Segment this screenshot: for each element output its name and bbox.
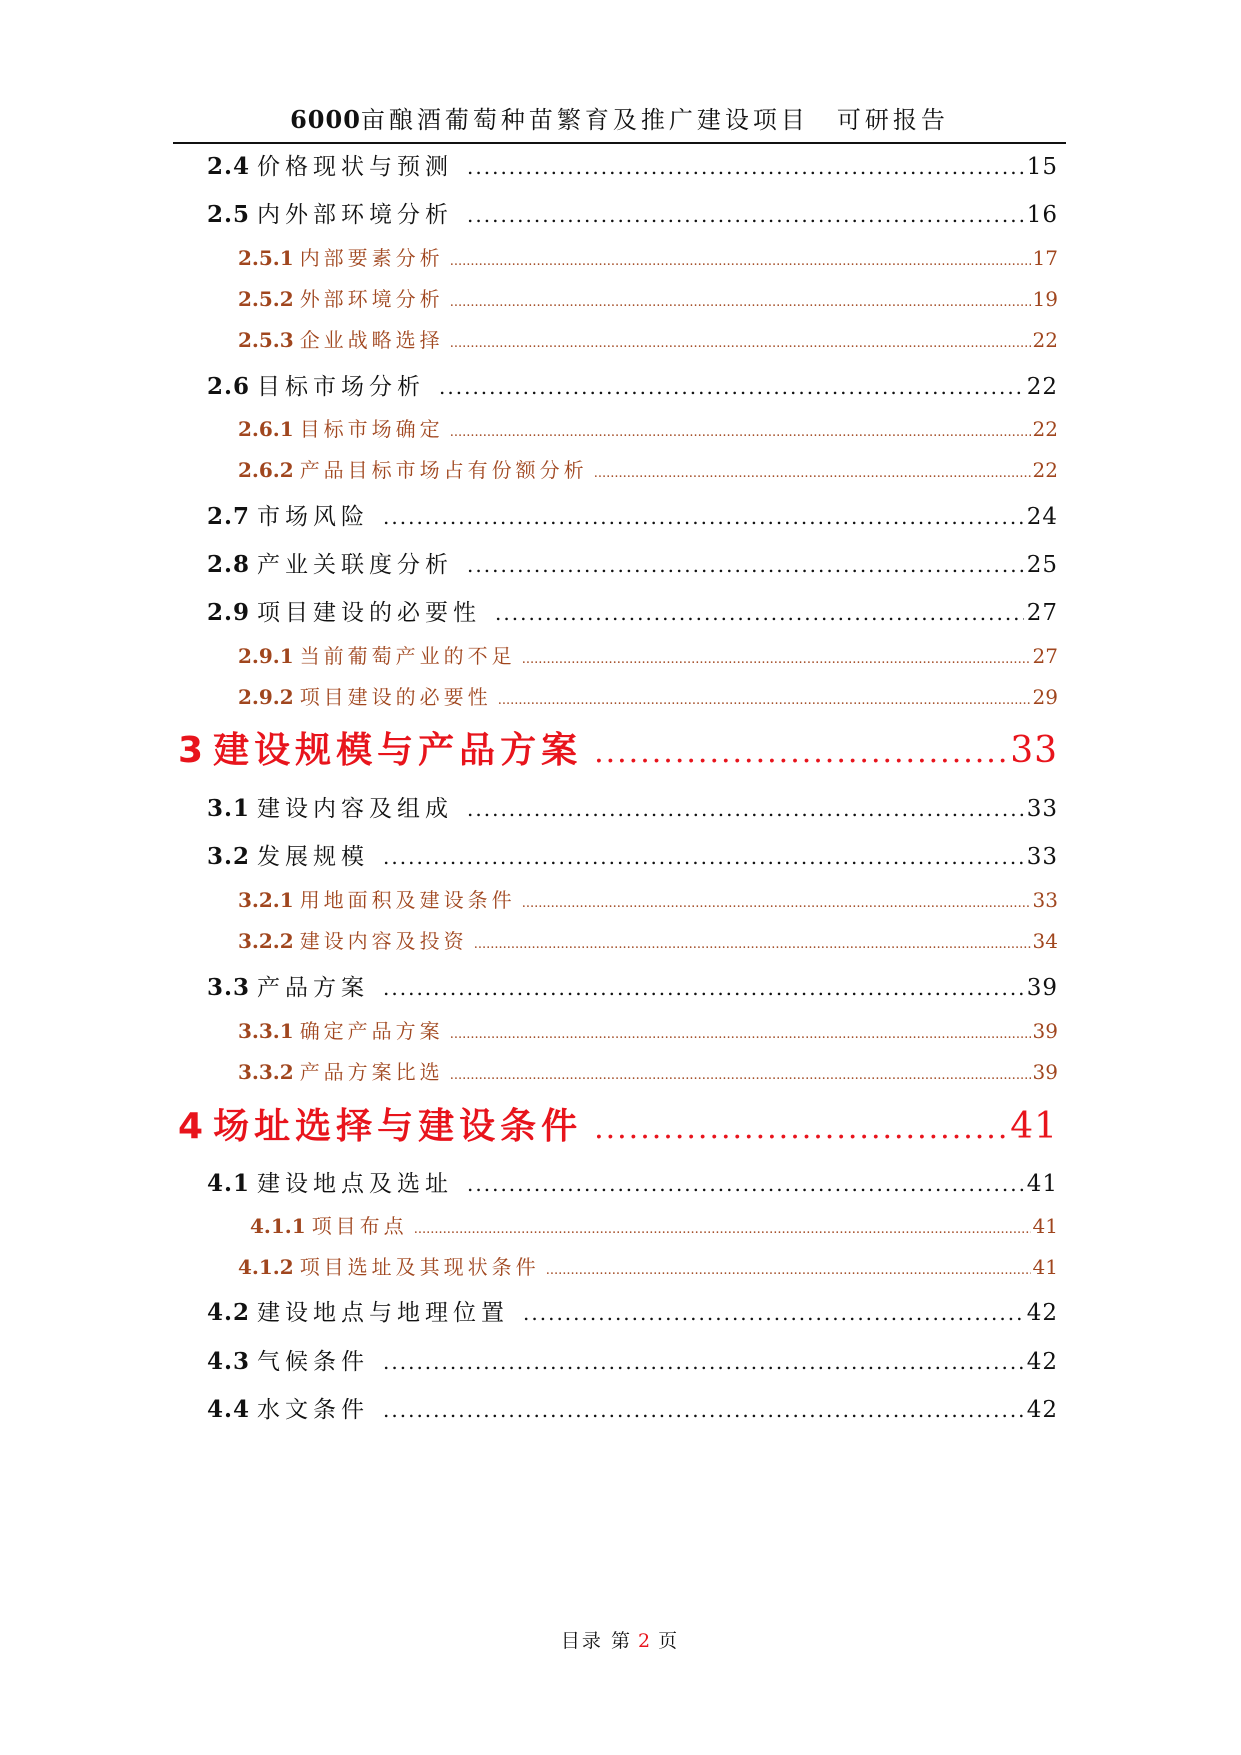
toc-entry-number: 2.5.1 [238, 246, 294, 270]
toc-dot-leader [495, 601, 1024, 625]
toc-dot-leader [383, 845, 1024, 869]
page-footer [520, 1626, 720, 1653]
toc-entry[interactable] [207, 1391, 1058, 1427]
toc-entry[interactable] [207, 546, 1058, 582]
toc-entry-page: 19 [1032, 287, 1058, 311]
toc-entry[interactable] [207, 196, 1058, 232]
toc-entry-page: 22 [1032, 458, 1058, 482]
toc-entry-page: 42 [1026, 1349, 1058, 1375]
toc-entry-number: 4.1 [207, 1170, 251, 1197]
toc-entry-number: 3.3.1 [238, 1019, 294, 1043]
toc-entry-number: 2.9.1 [238, 644, 294, 668]
toc-entry[interactable] [178, 722, 1058, 774]
toc-entry[interactable] [238, 1015, 1058, 1045]
toc-dot-leader [383, 505, 1024, 529]
toc-entry-title: 企业战略选择 [299, 328, 444, 352]
toc-entry[interactable] [238, 242, 1058, 272]
toc-entry-page: 41 [1026, 1171, 1058, 1197]
toc-entry-page: 22 [1032, 328, 1058, 352]
toc-entry-page: 33 [1010, 730, 1058, 771]
toc-entry-title: 目标市场确定 [299, 417, 444, 441]
toc-entry[interactable] [238, 283, 1058, 313]
toc-dot-leader [594, 466, 1031, 481]
toc-entry[interactable] [238, 925, 1058, 955]
toc-entry-page: 22 [1032, 417, 1058, 441]
toc-entry-title: 场址选择与建设条件 [213, 1106, 583, 1147]
toc-dot-leader [450, 295, 1031, 310]
toc-dot-leader [498, 693, 1031, 708]
toc-entry-page: 41 [1010, 1106, 1058, 1147]
toc-entry-number: 3.3.2 [238, 1060, 294, 1084]
toc-entry-number: 2.6 [207, 373, 251, 400]
toc-entry-number: 3.2 [207, 843, 251, 870]
toc-entry-number: 2.5.3 [238, 328, 294, 352]
footer-suffix: 页 [658, 1630, 680, 1652]
toc-dot-leader [474, 937, 1031, 952]
footer-prefix: 目录 第 [560, 1630, 632, 1652]
toc-entry[interactable] [207, 1294, 1058, 1330]
toc-entry-title: 价格现状与预测 [257, 154, 454, 180]
toc-entry-number: 2.5.2 [238, 287, 294, 311]
toc-entry-number: 2.4 [207, 153, 251, 180]
toc-entry[interactable] [207, 790, 1058, 826]
toc-entry-title: 内部要素分析 [299, 246, 444, 270]
toc-entry-page: 22 [1026, 374, 1058, 400]
header-number: 6000 [290, 105, 361, 134]
toc-entry-number: 4.4 [207, 1396, 251, 1423]
toc-entry[interactable] [207, 498, 1058, 534]
toc-entry[interactable] [238, 1251, 1058, 1281]
toc-entry[interactable] [207, 1343, 1058, 1379]
toc-entry-number: 2.9 [207, 599, 251, 626]
toc-entry[interactable] [207, 1165, 1058, 1201]
toc-entry-page: 39 [1026, 975, 1058, 1001]
toc-dot-leader [523, 1301, 1024, 1325]
toc-entry-page: 41 [1032, 1214, 1058, 1238]
toc-entry[interactable] [207, 838, 1058, 874]
toc-entry-page: 42 [1026, 1397, 1058, 1423]
toc-entry[interactable] [238, 454, 1058, 484]
toc-entry[interactable] [207, 368, 1058, 404]
toc-dot-leader [450, 425, 1031, 440]
toc-entry-number: 2.6.1 [238, 417, 294, 441]
toc-entry[interactable] [238, 640, 1058, 670]
toc-entry[interactable] [250, 1210, 1058, 1240]
toc-dot-leader [467, 155, 1024, 179]
toc-dot-leader [467, 553, 1024, 577]
toc-entry-page: 17 [1032, 246, 1058, 270]
toc-dot-leader [450, 1027, 1031, 1042]
toc-entry-number: 3.2.1 [238, 888, 294, 912]
toc-entry-number: 2.9.2 [238, 685, 294, 709]
toc-entry-title: 确定产品方案 [299, 1019, 444, 1043]
toc-entry-number: 4.1.1 [250, 1214, 306, 1238]
toc-entry-title: 建设内容及组成 [257, 796, 454, 822]
toc-dot-leader [450, 336, 1031, 351]
toc-dot-leader [450, 1068, 1031, 1083]
toc-dot-leader [383, 976, 1024, 1000]
toc-dot-leader [450, 254, 1031, 269]
toc-dot-leader [383, 1350, 1024, 1374]
toc-dot-leader [414, 1222, 1031, 1237]
toc-entry-title: 发展规模 [257, 844, 370, 870]
toc-entry-page: 39 [1032, 1060, 1058, 1084]
toc-entry-title: 水文条件 [257, 1397, 370, 1423]
toc-entry-title: 建设地点与地理位置 [257, 1300, 510, 1326]
toc-entry-title: 项目选址及其现状条件 [299, 1255, 540, 1279]
toc-entry-title: 建设规模与产品方案 [213, 730, 583, 771]
toc-entry-number: 2.6.2 [238, 458, 294, 482]
toc-entry-page: 29 [1032, 685, 1058, 709]
header-title: 亩酿酒葡萄种苗繁育及推广建设项目 可研报告 [360, 106, 949, 134]
toc-dot-leader [522, 896, 1031, 911]
toc-dot-leader [522, 652, 1031, 667]
toc-entry-page: 24 [1026, 504, 1058, 530]
toc-entry-number: 2.5 [207, 201, 251, 228]
toc-entry-title: 产品方案 [257, 975, 370, 1001]
toc-dot-leader [594, 1111, 1007, 1146]
toc-entry-title: 用地面积及建设条件 [299, 888, 516, 912]
toc-entry-number: 4.3 [207, 1348, 251, 1375]
toc-entry[interactable] [207, 594, 1058, 630]
toc-entry-page: 15 [1026, 154, 1058, 180]
toc-entry-page: 33 [1032, 888, 1058, 912]
toc-entry-title: 产品方案比选 [299, 1060, 444, 1084]
toc-entry-number: 4.1.2 [238, 1255, 294, 1279]
toc-entry-title: 项目布点 [311, 1214, 408, 1238]
toc-entry-title: 产业关联度分析 [257, 552, 454, 578]
toc-entry[interactable] [238, 884, 1058, 914]
toc-entry[interactable] [207, 148, 1058, 184]
toc-entry-number: 3 [178, 730, 204, 771]
toc-entry-number: 3.3 [207, 974, 251, 1001]
toc-entry-title: 市场风险 [257, 504, 370, 530]
toc-entry-page: 34 [1032, 929, 1058, 953]
toc-dot-leader [594, 735, 1007, 770]
toc-entry-page: 16 [1026, 202, 1058, 228]
toc-entry-page: 25 [1026, 552, 1058, 578]
toc-entry-page: 33 [1026, 796, 1058, 822]
toc-dot-leader [439, 375, 1024, 399]
toc-entry[interactable] [238, 681, 1058, 711]
toc-entry-number: 2.7 [207, 503, 251, 530]
toc-entry-title: 建设地点及选址 [257, 1171, 454, 1197]
toc-entry-number: 4 [178, 1106, 204, 1147]
toc-entry[interactable] [238, 324, 1058, 354]
toc-entry-title: 气候条件 [257, 1349, 370, 1375]
footer-page-number: 2 [637, 1630, 653, 1652]
toc-entry[interactable] [207, 969, 1058, 1005]
toc-dot-leader [383, 1398, 1024, 1422]
toc-entry[interactable] [238, 413, 1058, 443]
toc-entry-title: 项目建设的必要性 [257, 600, 482, 626]
toc-entry-page: 42 [1026, 1300, 1058, 1326]
toc-entry-title: 建设内容及投资 [299, 929, 468, 953]
toc-dot-leader [546, 1263, 1031, 1278]
toc-entry-page: 39 [1032, 1019, 1058, 1043]
toc-entry-number: 3.2.2 [238, 929, 294, 953]
toc-entry[interactable] [238, 1056, 1058, 1086]
toc-entry-page: 41 [1032, 1255, 1058, 1279]
toc-dot-leader [467, 797, 1024, 821]
toc-entry[interactable] [178, 1098, 1058, 1150]
toc-entry-title: 产品目标市场占有份额分析 [299, 458, 588, 482]
toc-entry-number: 2.8 [207, 551, 251, 578]
toc-entry-page: 27 [1026, 600, 1058, 626]
toc-entry-title: 当前葡萄产业的不足 [299, 644, 516, 668]
toc-dot-leader [467, 1172, 1024, 1196]
toc-entry-number: 3.1 [207, 795, 251, 822]
toc-entry-page: 33 [1026, 844, 1058, 870]
toc-entry-page: 27 [1032, 644, 1058, 668]
toc-entry-title: 内外部环境分析 [257, 202, 454, 228]
toc-entry-number: 4.2 [207, 1299, 251, 1326]
toc-entry-title: 外部环境分析 [299, 287, 444, 311]
toc-entry-title: 项目建设的必要性 [299, 685, 492, 709]
toc-dot-leader [467, 203, 1024, 227]
toc-entry-title: 目标市场分析 [257, 374, 426, 400]
